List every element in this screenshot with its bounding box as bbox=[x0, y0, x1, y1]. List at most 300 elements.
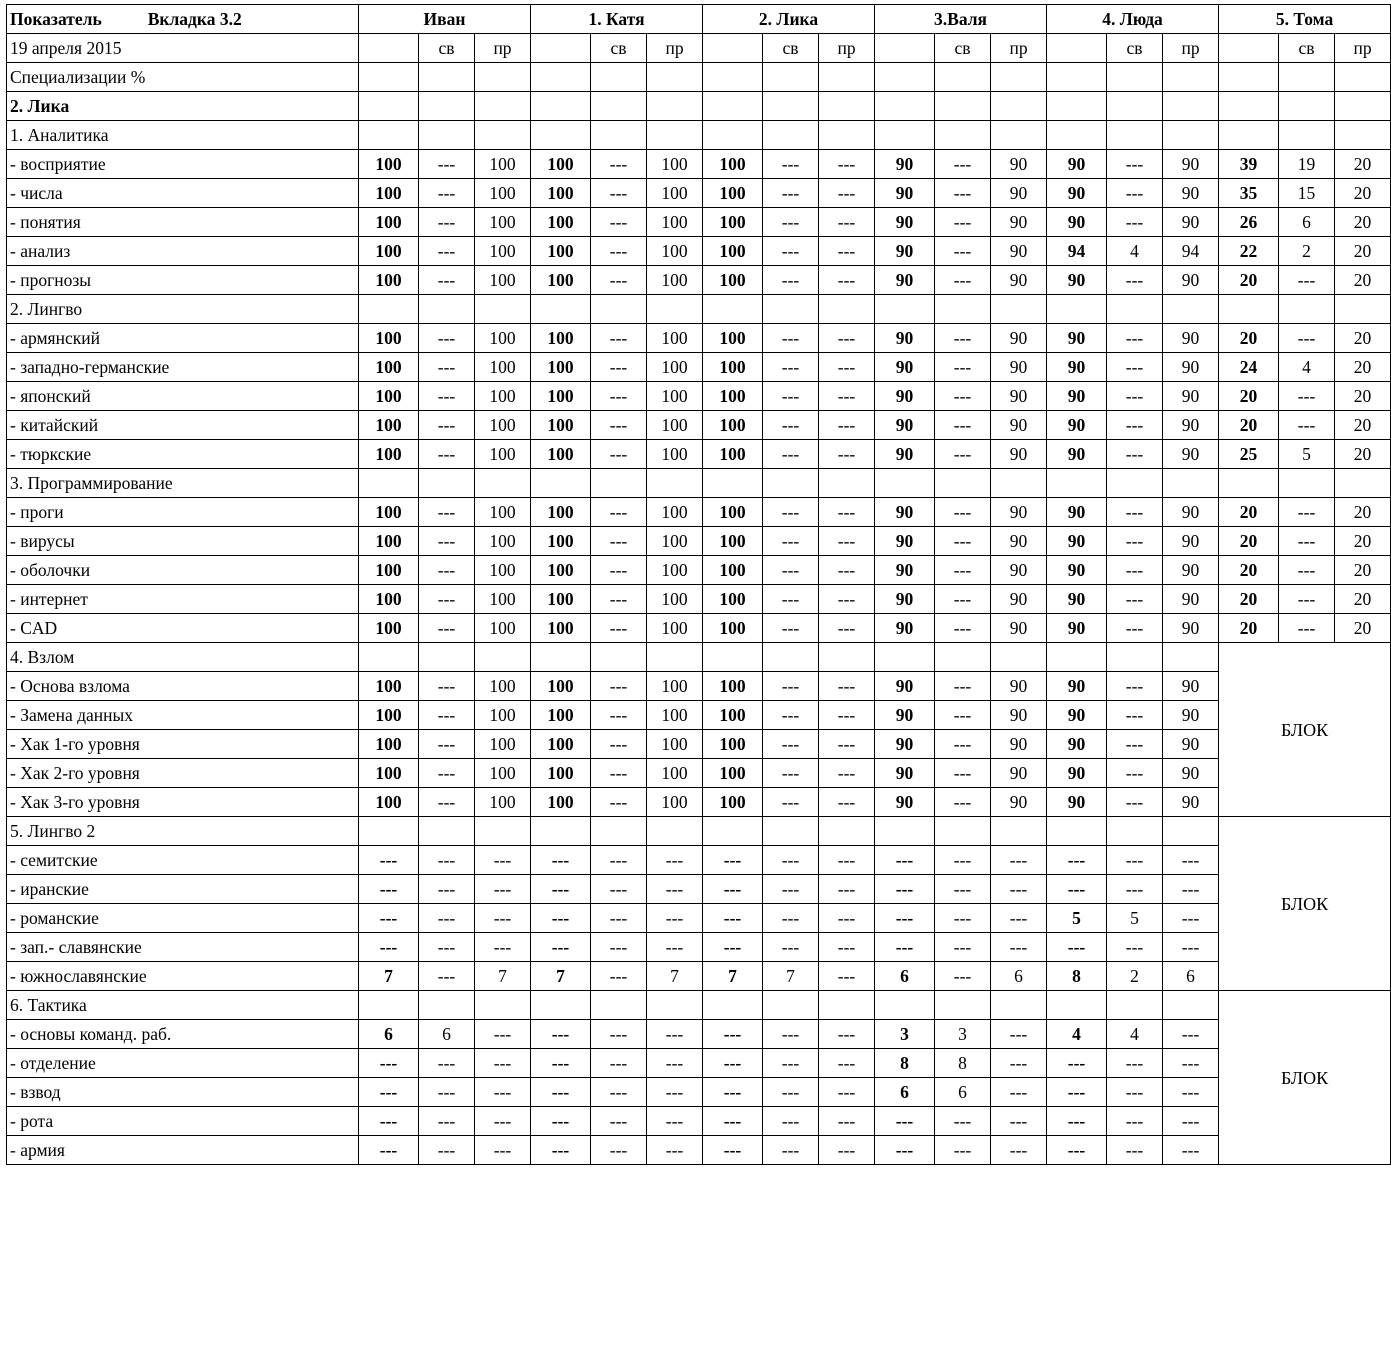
group-title-row bbox=[7, 121, 1391, 150]
group-blank bbox=[1047, 295, 1107, 324]
group-blank bbox=[763, 121, 819, 150]
cell-value: --- bbox=[935, 498, 991, 527]
cell-value: 100 bbox=[475, 556, 531, 585]
cell-value: --- bbox=[819, 846, 875, 875]
cell-value: --- bbox=[763, 759, 819, 788]
data-row bbox=[7, 382, 1391, 411]
spec-blank bbox=[1335, 63, 1391, 92]
cell-value: --- bbox=[1279, 556, 1335, 585]
cell-value: --- bbox=[935, 382, 991, 411]
cell-value: 35 bbox=[1219, 179, 1279, 208]
current-blank bbox=[591, 92, 647, 121]
cell-value: 5 bbox=[1279, 440, 1335, 469]
cell-value: --- bbox=[419, 179, 475, 208]
cell-value: 90 bbox=[1047, 150, 1107, 179]
cell-value: --- bbox=[591, 759, 647, 788]
cell-value: --- bbox=[935, 904, 991, 933]
cell-value: --- bbox=[419, 353, 475, 382]
cell-value: 100 bbox=[475, 179, 531, 208]
cell-value: --- bbox=[763, 730, 819, 759]
data-row bbox=[7, 150, 1391, 179]
cell-value: 90 bbox=[875, 759, 935, 788]
cell-value: 90 bbox=[875, 672, 935, 701]
spec-label: Специализации % bbox=[7, 63, 359, 92]
spec-blank bbox=[1279, 63, 1335, 92]
cell-value: --- bbox=[763, 1049, 819, 1078]
group-blank bbox=[875, 469, 935, 498]
cell-value: --- bbox=[703, 1107, 763, 1136]
group-blank bbox=[1107, 295, 1163, 324]
cell-value: --- bbox=[475, 1136, 531, 1165]
cell-value: --- bbox=[591, 730, 647, 759]
spec-blank bbox=[991, 63, 1047, 92]
cell-value: --- bbox=[475, 846, 531, 875]
row-label: - Хак 1-го уровня bbox=[7, 730, 359, 759]
current-blank bbox=[1107, 92, 1163, 121]
cell-value: --- bbox=[359, 933, 419, 962]
group-blank bbox=[1107, 991, 1163, 1020]
cell-value: 90 bbox=[875, 614, 935, 643]
row-label: - китайский bbox=[7, 411, 359, 440]
group-blank bbox=[935, 295, 991, 324]
cell-value: --- bbox=[647, 1107, 703, 1136]
cell-value: --- bbox=[763, 527, 819, 556]
cell-value: 94 bbox=[1163, 237, 1219, 266]
cell-value: 100 bbox=[531, 788, 591, 817]
group-blank bbox=[475, 817, 531, 846]
cell-value: --- bbox=[763, 498, 819, 527]
cell-value: --- bbox=[1279, 382, 1335, 411]
cell-value: --- bbox=[419, 411, 475, 440]
cell-value: 100 bbox=[475, 585, 531, 614]
cell-value: --- bbox=[591, 150, 647, 179]
cell-value: --- bbox=[819, 672, 875, 701]
spec-blank bbox=[1163, 63, 1219, 92]
spec-blank bbox=[591, 63, 647, 92]
row-label: - понятия bbox=[7, 208, 359, 237]
cell-value: 20 bbox=[1219, 382, 1279, 411]
group-blank bbox=[763, 817, 819, 846]
row-label: - числа bbox=[7, 179, 359, 208]
cell-value: --- bbox=[419, 614, 475, 643]
cell-value: 100 bbox=[647, 150, 703, 179]
cell-value: --- bbox=[419, 585, 475, 614]
cell-value: 90 bbox=[991, 585, 1047, 614]
blok-cell: БЛОК bbox=[1219, 817, 1391, 991]
cell-value: --- bbox=[819, 382, 875, 411]
cell-value: 90 bbox=[875, 527, 935, 556]
group-blank bbox=[935, 469, 991, 498]
cell-value: 100 bbox=[647, 411, 703, 440]
row-label: - армянский bbox=[7, 324, 359, 353]
cell-value: 100 bbox=[647, 382, 703, 411]
cell-value: 100 bbox=[531, 440, 591, 469]
group-blank bbox=[1335, 121, 1391, 150]
cell-value: --- bbox=[991, 1107, 1047, 1136]
cell-value: 90 bbox=[1047, 527, 1107, 556]
cell-value: --- bbox=[591, 498, 647, 527]
blok-cell: БЛОК bbox=[1219, 643, 1391, 817]
cell-value: --- bbox=[591, 875, 647, 904]
row-label: - западно-германские bbox=[7, 353, 359, 382]
cell-value: 100 bbox=[531, 701, 591, 730]
group-blank bbox=[819, 643, 875, 672]
cell-value: 90 bbox=[875, 237, 935, 266]
cell-value: 90 bbox=[1163, 179, 1219, 208]
data-row bbox=[7, 498, 1391, 527]
cell-value: 90 bbox=[991, 614, 1047, 643]
cell-value: --- bbox=[763, 150, 819, 179]
cell-value: --- bbox=[935, 556, 991, 585]
cell-value: --- bbox=[935, 440, 991, 469]
current-person-label: 2. Лика bbox=[7, 92, 359, 121]
cell-value: 90 bbox=[1163, 788, 1219, 817]
person-header-2[interactable]: 1. Катя bbox=[531, 5, 703, 34]
current-blank bbox=[359, 92, 419, 121]
cell-value: 100 bbox=[703, 440, 763, 469]
cell-value: --- bbox=[935, 614, 991, 643]
data-row bbox=[7, 1078, 1391, 1107]
cell-value: 90 bbox=[1163, 208, 1219, 237]
current-blank bbox=[875, 92, 935, 121]
data-row bbox=[7, 179, 1391, 208]
cell-value: 90 bbox=[1047, 730, 1107, 759]
cell-value: 100 bbox=[359, 585, 419, 614]
cell-value: 90 bbox=[1047, 701, 1107, 730]
cell-value: --- bbox=[591, 440, 647, 469]
cell-value: 6 bbox=[359, 1020, 419, 1049]
spec-blank bbox=[763, 63, 819, 92]
cell-value: --- bbox=[935, 730, 991, 759]
table-body bbox=[7, 5, 1391, 1165]
cell-value: --- bbox=[475, 1078, 531, 1107]
cell-value: 100 bbox=[475, 237, 531, 266]
person-6-sub-sv: св bbox=[1279, 34, 1335, 63]
cell-value: --- bbox=[475, 1049, 531, 1078]
group-blank bbox=[763, 991, 819, 1020]
tab-label[interactable]: Вкладка 3.2 bbox=[147, 9, 242, 29]
cell-value: --- bbox=[819, 1136, 875, 1165]
spec-blank bbox=[475, 63, 531, 92]
cell-value: --- bbox=[419, 498, 475, 527]
cell-value: --- bbox=[419, 440, 475, 469]
cell-value: --- bbox=[819, 759, 875, 788]
group-blank bbox=[1335, 295, 1391, 324]
cell-value: 100 bbox=[359, 208, 419, 237]
cell-value: --- bbox=[1047, 1049, 1107, 1078]
stats-table bbox=[6, 4, 1391, 1165]
group-blank bbox=[419, 295, 475, 324]
cell-value: --- bbox=[647, 933, 703, 962]
cell-value: 6 bbox=[875, 962, 935, 991]
spec-blank bbox=[647, 63, 703, 92]
cell-value: 90 bbox=[991, 440, 1047, 469]
cell-value: 90 bbox=[1047, 585, 1107, 614]
cell-value: 20 bbox=[1219, 556, 1279, 585]
cell-value: --- bbox=[1107, 266, 1163, 295]
cell-value: --- bbox=[935, 875, 991, 904]
current-blank bbox=[475, 92, 531, 121]
row-label: - семитские bbox=[7, 846, 359, 875]
cell-value: --- bbox=[991, 904, 1047, 933]
cell-value: 90 bbox=[1047, 353, 1107, 382]
cell-value: --- bbox=[647, 1049, 703, 1078]
person-header-4[interactable]: 3.Валя bbox=[875, 5, 1047, 34]
cell-value: 5 bbox=[1047, 904, 1107, 933]
cell-value: --- bbox=[591, 585, 647, 614]
cell-value: --- bbox=[419, 962, 475, 991]
cell-value: --- bbox=[819, 440, 875, 469]
group-blank bbox=[763, 469, 819, 498]
cell-value: --- bbox=[647, 846, 703, 875]
row-label: - восприятие bbox=[7, 150, 359, 179]
cell-value: --- bbox=[1163, 1107, 1219, 1136]
cell-value: 90 bbox=[875, 701, 935, 730]
cell-value: --- bbox=[935, 527, 991, 556]
cell-value: --- bbox=[819, 1078, 875, 1107]
row-label: - Хак 3-го уровня bbox=[7, 788, 359, 817]
cell-value: 4 bbox=[1107, 1020, 1163, 1049]
group-blank bbox=[703, 643, 763, 672]
cell-value: --- bbox=[475, 875, 531, 904]
cell-value: 90 bbox=[1163, 440, 1219, 469]
cell-value: 20 bbox=[1335, 556, 1391, 585]
cell-value: 100 bbox=[703, 759, 763, 788]
group-blank bbox=[475, 121, 531, 150]
cell-value: 100 bbox=[359, 266, 419, 295]
cell-value: 20 bbox=[1219, 324, 1279, 353]
cell-value: 90 bbox=[875, 179, 935, 208]
cell-value: --- bbox=[1107, 1078, 1163, 1107]
data-row bbox=[7, 875, 1391, 904]
cell-value: 90 bbox=[1163, 585, 1219, 614]
cell-value: 100 bbox=[703, 730, 763, 759]
row-label: - взвод bbox=[7, 1078, 359, 1107]
cell-value: 100 bbox=[475, 759, 531, 788]
cell-value: --- bbox=[935, 237, 991, 266]
person-3-sub-pr: пр bbox=[819, 34, 875, 63]
cell-value: 90 bbox=[991, 556, 1047, 585]
cell-value: 90 bbox=[1163, 324, 1219, 353]
group-blank bbox=[763, 295, 819, 324]
group-blank bbox=[531, 469, 591, 498]
cell-value: 6 bbox=[991, 962, 1047, 991]
cell-value: --- bbox=[591, 962, 647, 991]
cell-value: 100 bbox=[703, 498, 763, 527]
cell-value: 100 bbox=[647, 498, 703, 527]
cell-value: --- bbox=[1107, 1107, 1163, 1136]
spec-blank bbox=[1219, 63, 1279, 92]
cell-value: --- bbox=[531, 1078, 591, 1107]
group-title: 6. Тактика bbox=[7, 991, 359, 1020]
cell-value: 90 bbox=[991, 730, 1047, 759]
cell-value: --- bbox=[1047, 875, 1107, 904]
cell-value: --- bbox=[419, 527, 475, 556]
row-label: - вирусы bbox=[7, 527, 359, 556]
cell-value: 20 bbox=[1335, 324, 1391, 353]
cell-value: --- bbox=[935, 150, 991, 179]
cell-value: --- bbox=[419, 730, 475, 759]
cell-value: --- bbox=[819, 353, 875, 382]
cell-value: 20 bbox=[1219, 614, 1279, 643]
group-blank bbox=[1047, 991, 1107, 1020]
data-row bbox=[7, 701, 1391, 730]
group-blank bbox=[703, 991, 763, 1020]
person-1-blank bbox=[359, 34, 419, 63]
cell-value: --- bbox=[1107, 440, 1163, 469]
cell-value: 100 bbox=[475, 527, 531, 556]
cell-value: --- bbox=[419, 266, 475, 295]
cell-value: --- bbox=[819, 1049, 875, 1078]
cell-value: 90 bbox=[1163, 672, 1219, 701]
cell-value: --- bbox=[819, 411, 875, 440]
cell-value: --- bbox=[419, 237, 475, 266]
cell-value: 100 bbox=[359, 150, 419, 179]
cell-value: --- bbox=[359, 1078, 419, 1107]
cell-value: --- bbox=[763, 266, 819, 295]
cell-value: 90 bbox=[1163, 701, 1219, 730]
group-blank bbox=[359, 643, 419, 672]
group-blank bbox=[531, 817, 591, 846]
cell-value: 90 bbox=[875, 556, 935, 585]
cell-value: --- bbox=[1279, 498, 1335, 527]
group-blank bbox=[531, 121, 591, 150]
cell-value: 90 bbox=[991, 353, 1047, 382]
cell-value: 100 bbox=[475, 788, 531, 817]
group-blank bbox=[591, 991, 647, 1020]
cell-value: 100 bbox=[475, 614, 531, 643]
row-label: - Замена данных bbox=[7, 701, 359, 730]
group-title: 2. Лингво bbox=[7, 295, 359, 324]
cell-value: --- bbox=[763, 208, 819, 237]
cell-value: 100 bbox=[475, 324, 531, 353]
person-header-6[interactable]: 5. Тома bbox=[1219, 5, 1391, 34]
cell-value: 100 bbox=[531, 498, 591, 527]
cell-value: --- bbox=[1163, 1020, 1219, 1049]
person-4-blank bbox=[875, 34, 935, 63]
cell-value: --- bbox=[1163, 904, 1219, 933]
data-row bbox=[7, 730, 1391, 759]
cell-value: 90 bbox=[991, 788, 1047, 817]
cell-value: 100 bbox=[531, 237, 591, 266]
group-blank bbox=[763, 643, 819, 672]
cell-value: --- bbox=[991, 1020, 1047, 1049]
cell-value: --- bbox=[1047, 1107, 1107, 1136]
spec-blank bbox=[531, 63, 591, 92]
group-title-row bbox=[7, 817, 1391, 846]
group-blank bbox=[703, 121, 763, 150]
group-title-row bbox=[7, 469, 1391, 498]
data-row bbox=[7, 527, 1391, 556]
cell-value: --- bbox=[935, 179, 991, 208]
cell-value: --- bbox=[819, 585, 875, 614]
group-blank bbox=[1047, 121, 1107, 150]
cell-value: 100 bbox=[359, 353, 419, 382]
cell-value: 90 bbox=[1163, 556, 1219, 585]
cell-value: --- bbox=[419, 208, 475, 237]
person-3-sub-sv: св bbox=[763, 34, 819, 63]
cell-value: 100 bbox=[703, 585, 763, 614]
group-blank bbox=[591, 295, 647, 324]
data-row bbox=[7, 237, 1391, 266]
group-blank bbox=[591, 121, 647, 150]
group-blank bbox=[359, 469, 419, 498]
cell-value: 100 bbox=[475, 701, 531, 730]
cell-value: 100 bbox=[647, 585, 703, 614]
cell-value: 90 bbox=[1047, 324, 1107, 353]
group-blank bbox=[1219, 295, 1279, 324]
cell-value: --- bbox=[359, 846, 419, 875]
group-blank bbox=[875, 295, 935, 324]
person-2-blank bbox=[531, 34, 591, 63]
cell-value: 100 bbox=[647, 701, 703, 730]
cell-value: --- bbox=[763, 614, 819, 643]
cell-value: --- bbox=[1163, 1136, 1219, 1165]
cell-value: --- bbox=[819, 324, 875, 353]
cell-value: --- bbox=[935, 933, 991, 962]
cell-value: --- bbox=[935, 1107, 991, 1136]
cell-value: 100 bbox=[703, 353, 763, 382]
cell-value: --- bbox=[1107, 701, 1163, 730]
cell-value: 20 bbox=[1219, 411, 1279, 440]
data-row bbox=[7, 1136, 1391, 1165]
group-blank bbox=[1335, 469, 1391, 498]
cell-value: --- bbox=[1107, 759, 1163, 788]
cell-value: --- bbox=[935, 324, 991, 353]
cell-value: 90 bbox=[1047, 208, 1107, 237]
cell-value: --- bbox=[647, 875, 703, 904]
cell-value: 90 bbox=[1047, 672, 1107, 701]
group-blank bbox=[1163, 121, 1219, 150]
cell-value: 26 bbox=[1219, 208, 1279, 237]
data-row bbox=[7, 1107, 1391, 1136]
cell-value: 100 bbox=[703, 614, 763, 643]
person-header-1[interactable]: Иван bbox=[359, 5, 531, 34]
cell-value: --- bbox=[1279, 411, 1335, 440]
cell-value: 4 bbox=[1107, 237, 1163, 266]
cell-value: 100 bbox=[475, 498, 531, 527]
cell-value: 7 bbox=[531, 962, 591, 991]
current-blank bbox=[419, 92, 475, 121]
person-header-5[interactable]: 4. Люда bbox=[1047, 5, 1219, 34]
cell-value: --- bbox=[819, 875, 875, 904]
cell-value: 90 bbox=[875, 411, 935, 440]
cell-value: --- bbox=[703, 846, 763, 875]
cell-value: --- bbox=[1107, 556, 1163, 585]
cell-value: 90 bbox=[875, 440, 935, 469]
person-header-3[interactable]: 2. Лика bbox=[703, 5, 875, 34]
person-5-sub-pr: пр bbox=[1163, 34, 1219, 63]
cell-value: --- bbox=[819, 1020, 875, 1049]
cell-value: --- bbox=[359, 1136, 419, 1165]
cell-value: --- bbox=[591, 1049, 647, 1078]
cell-value: 90 bbox=[1047, 411, 1107, 440]
group-blank bbox=[703, 295, 763, 324]
cell-value: --- bbox=[647, 1020, 703, 1049]
cell-value: --- bbox=[591, 208, 647, 237]
cell-value: 100 bbox=[475, 266, 531, 295]
cell-value: --- bbox=[935, 846, 991, 875]
cell-value: --- bbox=[591, 1136, 647, 1165]
cell-value: --- bbox=[763, 353, 819, 382]
cell-value: 20 bbox=[1335, 179, 1391, 208]
cell-value: 100 bbox=[475, 150, 531, 179]
cell-value: 100 bbox=[703, 208, 763, 237]
cell-value: --- bbox=[1279, 585, 1335, 614]
cell-value: 100 bbox=[531, 382, 591, 411]
group-blank bbox=[419, 817, 475, 846]
cell-value: 3 bbox=[935, 1020, 991, 1049]
